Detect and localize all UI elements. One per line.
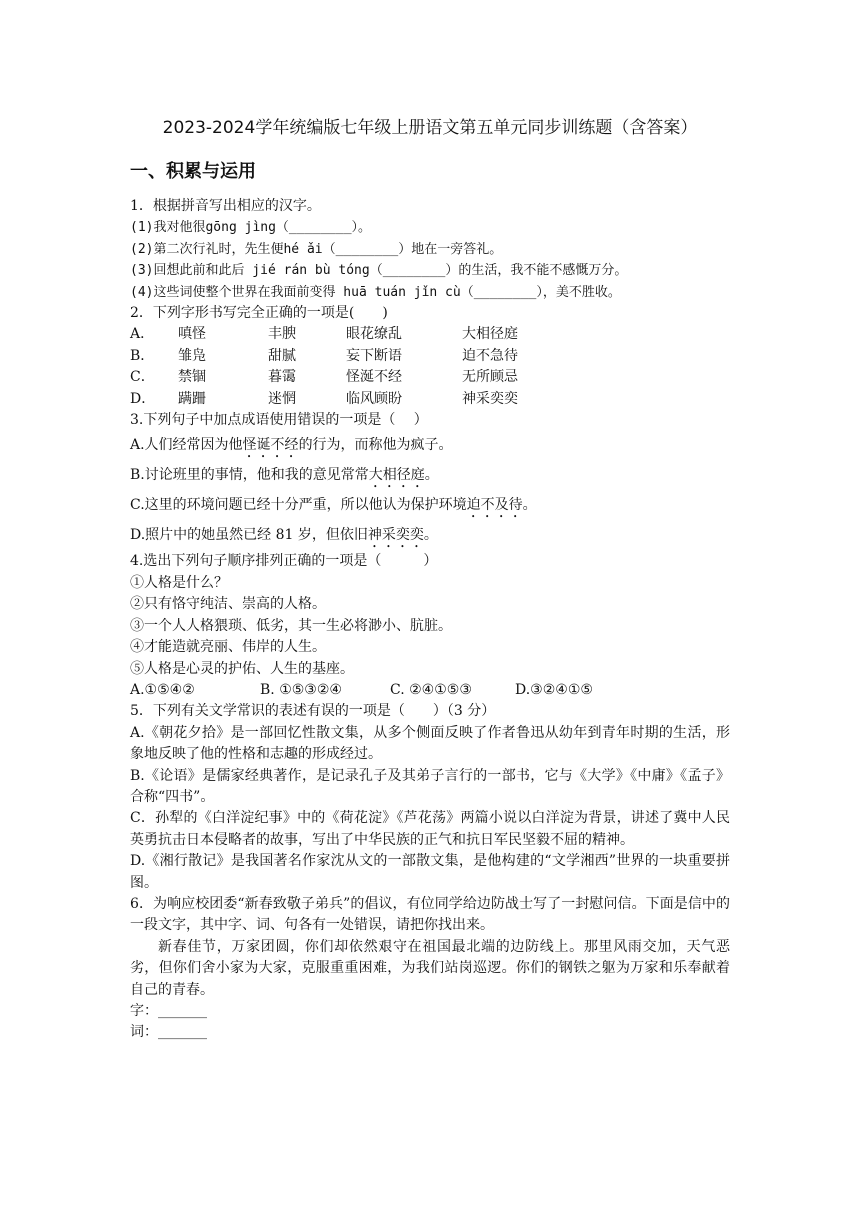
q2-option-a: A． 嗔怪 丰腴 眼花缭乱 大相径庭 [130,326,518,343]
q2-stem: 2．下列字形书写完全正确的一项是( ) [130,305,388,322]
q3-option-a: A.人们经常因为他怪诞不经的行为，而称他为疯子。 [130,437,453,454]
q4-option-c: C. ②④①⑤③ [390,681,472,698]
q1-item: (1)我对他很gōng jìng（________）。 [130,220,372,236]
q2-option-b: B． 雏凫 甜腻 妄下断语 迫不急待 [130,347,518,364]
q3-stem: 3.下列句子中加点成语使用错误的一项是（ ） [130,412,428,429]
q5-stem: 5．下列有关文学常识的表述有误的一项是（ ）（3 分） [130,703,496,720]
q4-option-b: B. ①⑤③②④ [260,681,342,698]
dotted-idiom: 大相径庭 [368,467,425,484]
q3-option-d: D.照片中的她虽然已经 81 岁，但依旧神采奕奕。 [130,527,438,544]
q1-stem: 1．根据拼音写出相应的汉字。 [130,198,321,214]
q6-answer-ci: 词：_______ [130,1024,207,1041]
document-title: 2023-2024学年统编版七年级上册语文第五单元同步训练题（含答案） [162,118,698,138]
q5-option-c: C．孙犁的《白洋淀纪事》中的《荷花淀》《芦花荡》两篇小说以白洋淀为背景，讲述了冀中人民英勇抗击日本侵略者的故事，写出了中华民族的正气和抗日军民坚毅不屈的精神。 [130,810,730,848]
question-list [130,196,730,1044]
q4-options [130,680,730,701]
q6-passage: 新春佳节，万家团圆，你们却依然艰守在祖国最北端的边防线上。那里风雨交加，天气恶劣，但你们舍小家为大家，克服重重困难，为我们站岗巡逻。你们的钢铁之躯为万家和乐奉献着自己的青春。 [130,938,730,998]
q4-item: ③一个人人格猥琐、低劣，其一生必将渺小、肮脏。 [130,617,452,634]
q5-option-a: A.《朝花夕拾》是一部回忆性散文集，从多个侧面反映了作者鲁迅从幼年到青年时期的生活，形象地反映了他的性格和志趣的形成经过。 [130,724,730,763]
dotted-idiom: 迫不及待 [466,497,523,514]
q5-option-d: D.《湘行散记》是我国著名作家沈从文的一部散文集，是他构建的“文学湘西”世界的一块重要拼图。 [130,853,730,891]
q4-option-d: D.③②④①⑤ [515,681,593,698]
q1-item: (4)这些词使整个世界在我面前变得 huā tuán jǐn cù（________），美不胜收。 [130,284,621,300]
q4-item: ⑤人格是心灵的护佑、人生的基座。 [130,660,354,677]
q6-answer-zi: 字：_______ [130,1003,207,1019]
q3-option-b: B.讨论班里的事情，他和我的意见常常大相径庭。 [130,467,439,484]
dotted-idiom: 神采奕奕 [367,527,424,544]
section-heading: 一、积累与运用 [130,161,256,182]
q4-stem: 4.选出下列句子顺序排列正确的一项是（ ） [130,553,438,570]
q4-item: ②只有恪守纯洁、崇高的人格。 [130,596,326,613]
q4-item: ④才能造就亮丽、伟岸的人生。 [130,639,326,656]
q1-item: (2)第二次行礼时，先生便hé ǎi（________）地在一旁答礼。 [130,241,503,257]
q2-option-c: C． 禁锢 暮霭 怪涎不经 无所顾忌 [130,369,518,386]
q5-option-b: B.《论语》是儒家经典著作，是记录孔子及其弟子言行的一部书，它与《大学》《中庸》《孟子》合称“四书”。 [130,767,730,805]
q3-option-c: C.这里的环境问题已经十分严重，所以他认为保护环境迫不及待。 [130,497,537,514]
q2-option-d: D． 蹒跚 迷惘 临风顾盼 神采奕奕 [130,390,518,407]
dotted-idiom: 怪诞不经 [242,437,299,454]
q6-stem: 6．为响应校团委“新春致敬子弟兵”的倡议，有位同学给边防战士写了一封慰问信。下面是信中的一段文字，其中字、词、句各有一处错误，请把你找出来。 [130,895,730,934]
q4-option-a: A.①⑤④② [130,681,195,698]
q1-item: (3)回想此前和此后 jié rán bù tóng（________）的生活，我不能不感慨万分。 [130,263,628,279]
q4-item: ①人格是什么？ [130,574,228,591]
